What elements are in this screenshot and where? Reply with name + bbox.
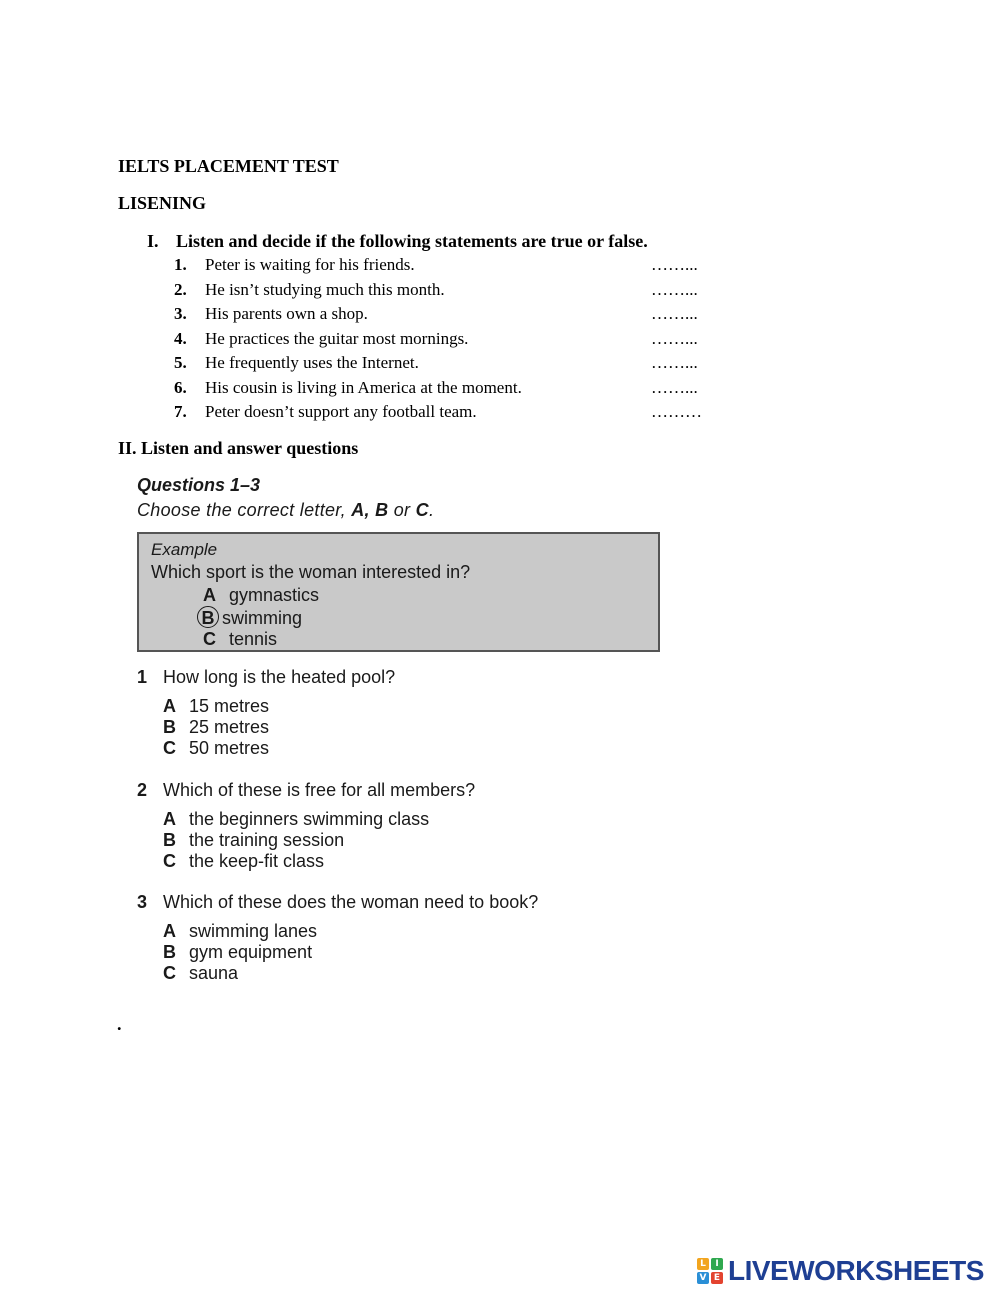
question-number: 2 xyxy=(137,780,148,800)
option-text: sauna xyxy=(189,963,239,983)
item-statement: Peter is waiting for his friends. xyxy=(205,255,415,274)
logo-text: LIVEWORKSHEETS xyxy=(728,1255,984,1286)
question-1 xyxy=(137,667,395,688)
option-letter: C xyxy=(163,738,176,758)
answer-blank[interactable]: ……… xyxy=(651,402,702,421)
option-letter: C xyxy=(163,963,176,983)
instruction-end: . xyxy=(428,500,435,520)
item-number: 3. xyxy=(174,304,187,323)
item-number: 7. xyxy=(174,402,187,421)
option-letter: C xyxy=(203,629,216,649)
option-letter: A xyxy=(163,696,176,716)
question-3 xyxy=(137,892,538,913)
option-text: the keep-fit class xyxy=(189,851,325,871)
logo-cell: V xyxy=(697,1272,709,1284)
answer-blank[interactable]: ……... xyxy=(651,304,698,323)
answer-blank[interactable]: ……... xyxy=(651,255,698,274)
option[interactable] xyxy=(163,738,269,759)
question-number: 1 xyxy=(137,667,148,687)
option[interactable] xyxy=(163,696,269,717)
question-text: Which of these is free for all members? xyxy=(163,780,476,800)
option[interactable] xyxy=(163,942,317,963)
item-statement: His cousin is living in America at the moment. xyxy=(205,377,522,397)
part1-roman: I. xyxy=(147,231,159,251)
example-label: Example xyxy=(151,540,218,559)
item-statement: He isn’t studying much this month. xyxy=(205,279,445,299)
instruction-letters: A, B xyxy=(351,500,389,520)
answer-blank[interactable]: ……... xyxy=(651,377,698,397)
question-2-options xyxy=(163,809,429,872)
logo-cell: I xyxy=(711,1258,723,1270)
option[interactable] xyxy=(163,851,429,872)
option-letter: A xyxy=(163,809,176,829)
question-1-options xyxy=(163,696,269,759)
option-letter: A xyxy=(203,585,216,605)
option-letter: B xyxy=(163,830,176,850)
option-letter: B xyxy=(163,717,176,737)
question-text: Which of these does the woman need to book? xyxy=(163,892,539,912)
list-item xyxy=(174,279,734,304)
circled-letter: B xyxy=(197,606,219,628)
instruction-last-letter: C xyxy=(415,500,429,520)
option-text: swimming xyxy=(222,608,303,628)
option[interactable] xyxy=(163,963,317,984)
option-text: tennis xyxy=(229,629,278,649)
item-statement: He practices the guitar most mornings. xyxy=(205,328,469,348)
example-question: Which sport is the woman interested in? xyxy=(151,562,471,582)
option-letter: C xyxy=(163,851,176,871)
section-title: LISENING xyxy=(118,193,207,213)
item-statement: His parents own a shop. xyxy=(205,304,368,323)
example-option-selected xyxy=(203,606,658,629)
question-number: 3 xyxy=(137,892,148,912)
option-text: gym equipment xyxy=(189,942,313,962)
list-item xyxy=(174,328,734,353)
item-number: 6. xyxy=(174,377,187,397)
option[interactable] xyxy=(163,717,269,738)
list-item xyxy=(174,377,734,402)
part1-heading xyxy=(147,231,648,252)
item-statement: He frequently uses the Internet. xyxy=(205,353,419,372)
option[interactable] xyxy=(163,921,317,942)
option-text: the beginners swimming class xyxy=(189,809,430,829)
answer-blank[interactable]: ……... xyxy=(651,279,698,299)
logo-grid-icon xyxy=(697,1258,723,1284)
example-box xyxy=(137,532,660,652)
option-text: gymnastics xyxy=(229,585,320,605)
questions-title: Questions 1–3 xyxy=(137,475,261,495)
example-option xyxy=(203,629,658,650)
logo-cell: E xyxy=(711,1272,723,1284)
list-item xyxy=(174,401,734,426)
question-text: How long is the heated pool? xyxy=(163,667,396,687)
trailing-dot: . xyxy=(117,1014,122,1034)
item-number: 4. xyxy=(174,328,187,348)
true-false-list xyxy=(174,254,734,426)
item-statement: Peter doesn’t support any football team. xyxy=(205,402,477,421)
instruction-prefix: Choose the correct letter, xyxy=(137,500,352,520)
liveworksheets-logo xyxy=(697,1254,984,1288)
option-text: the training session xyxy=(189,830,345,850)
option[interactable] xyxy=(163,830,429,851)
option-letter: B xyxy=(163,942,176,962)
logo-cell: L xyxy=(697,1258,709,1270)
answer-blank[interactable]: ……... xyxy=(651,328,698,348)
part1-instruction: Listen and decide if the following statements are true or false. xyxy=(176,231,648,251)
part2-heading: II. Listen and answer questions xyxy=(118,438,359,458)
question-2 xyxy=(137,780,475,801)
list-item xyxy=(174,254,734,279)
option-text: 15 metres xyxy=(189,696,270,716)
list-item xyxy=(174,352,734,377)
option-text: 25 metres xyxy=(189,717,270,737)
answer-blank[interactable]: ……... xyxy=(651,353,698,372)
item-number: 1. xyxy=(174,255,187,274)
option-letter: A xyxy=(163,921,176,941)
item-number: 5. xyxy=(174,353,187,372)
question-3-options xyxy=(163,921,317,984)
option[interactable] xyxy=(163,809,429,830)
option-text: swimming lanes xyxy=(189,921,318,941)
example-option xyxy=(203,585,658,606)
questions-instruction xyxy=(137,500,434,521)
item-number: 2. xyxy=(174,279,187,299)
document-title: IELTS PLACEMENT TEST xyxy=(118,156,339,176)
instruction-or: or xyxy=(388,500,416,520)
list-item xyxy=(174,303,734,328)
option-text: 50 metres xyxy=(189,738,270,758)
